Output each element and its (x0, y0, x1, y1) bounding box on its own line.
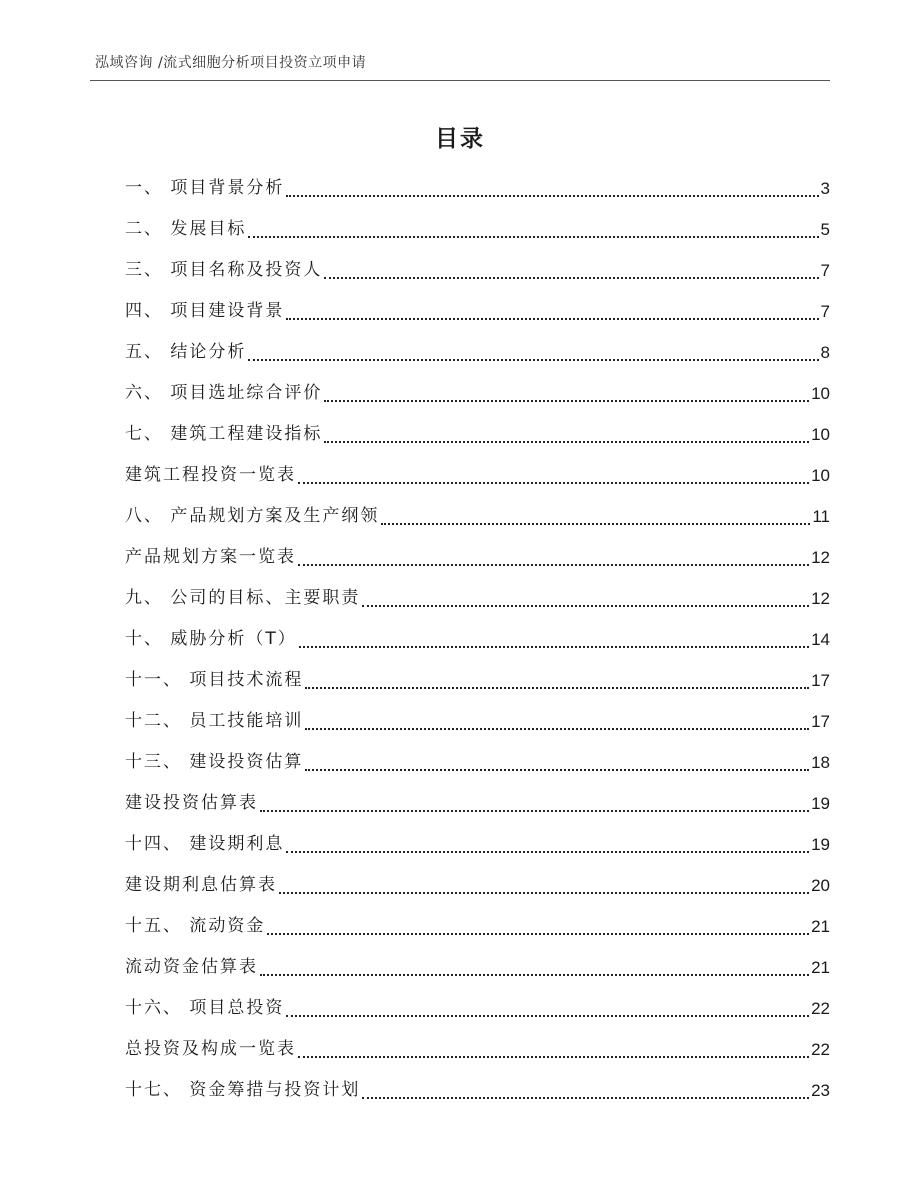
toc-dot-leader (286, 824, 809, 865)
toc-dot-leader (324, 414, 809, 455)
toc-entry-title: 总投资及构成一览表 (125, 1039, 296, 1059)
toc-entry-page: 5 (820, 220, 830, 239)
toc-entry[interactable] (125, 947, 830, 988)
toc-entry-page: 7 (820, 302, 830, 321)
toc-entry-page: 21 (811, 917, 830, 936)
page-title: 目录 (435, 126, 485, 152)
toc-entry-page: 14 (811, 630, 830, 649)
toc-entry-title: 十五、 流动资金 (125, 916, 266, 936)
toc-entry-page: 10 (811, 425, 830, 444)
toc-dot-leader (381, 496, 810, 537)
toc-entry[interactable] (125, 373, 830, 414)
toc-dot-leader (299, 619, 809, 660)
toc-entry-title: 二、 发展目标 (125, 219, 247, 239)
toc-entry-page: 12 (811, 548, 830, 567)
page-header: 泓域咨询 /流式细胞分析项目投资立项申请 (95, 55, 367, 71)
toc-dot-leader (324, 373, 809, 414)
toc-dot-leader (362, 1070, 809, 1111)
toc-entry[interactable] (125, 865, 830, 906)
toc-dot-leader (362, 578, 809, 619)
toc-dot-leader (286, 988, 809, 1029)
toc-entry[interactable] (125, 455, 830, 496)
toc-entry-page: 3 (820, 179, 830, 198)
toc-entry-page: 22 (811, 1040, 830, 1059)
toc-entry-title: 三、 项目名称及投资人 (125, 260, 323, 280)
toc-entry-title: 十六、 项目总投资 (125, 998, 285, 1018)
toc-entry-title: 建筑工程投资一览表 (125, 465, 296, 485)
toc-dot-leader (305, 742, 809, 783)
toc-entry[interactable] (125, 414, 830, 455)
toc-entry[interactable] (125, 906, 830, 947)
toc-entry-page: 10 (811, 384, 830, 403)
toc-entry-title: 六、 项目选址综合评价 (125, 383, 323, 403)
toc-entry[interactable] (125, 1029, 830, 1070)
toc-entry-page: 10 (811, 466, 830, 485)
toc-entry[interactable] (125, 619, 830, 660)
toc-entry-page: 19 (811, 794, 830, 813)
toc-entry-title: 八、 产品规划方案及生产纲领 (125, 506, 380, 526)
toc-entry-title: 九、 公司的目标、主要职责 (125, 588, 361, 608)
toc-dot-leader (248, 209, 818, 250)
toc-entry-title: 十七、 资金筹措与投资计划 (125, 1080, 361, 1100)
toc-dot-leader (279, 865, 809, 906)
toc-dot-leader (298, 455, 809, 496)
toc-entry[interactable] (125, 660, 830, 701)
toc-entry-page: 19 (811, 835, 830, 854)
toc-entry-title: 十一、 项目技术流程 (125, 670, 304, 690)
toc-dot-leader (260, 783, 809, 824)
toc-entry-page: 7 (820, 261, 830, 280)
toc-entry[interactable] (125, 578, 830, 619)
toc-dot-leader (324, 250, 818, 291)
toc-dot-leader (267, 906, 809, 947)
toc-entry[interactable] (125, 291, 830, 332)
table-of-contents (125, 168, 830, 1111)
toc-entry[interactable] (125, 742, 830, 783)
toc-entry[interactable] (125, 701, 830, 742)
toc-entry-page: 8 (820, 343, 830, 362)
toc-entry-title: 流动资金估算表 (125, 957, 258, 977)
toc-dot-leader (305, 660, 809, 701)
toc-entry-page: 22 (811, 999, 830, 1018)
toc-entry-title: 七、 建筑工程建设指标 (125, 424, 323, 444)
toc-entry-page: 12 (811, 589, 830, 608)
toc-entry-title: 一、 项目背景分析 (125, 178, 285, 198)
toc-dot-leader (286, 168, 818, 209)
toc-entry[interactable] (125, 824, 830, 865)
toc-entry-page: 20 (811, 876, 830, 895)
toc-entry-page: 21 (811, 958, 830, 977)
toc-entry-title: 十二、 员工技能培训 (125, 711, 304, 731)
toc-entry-page: 23 (811, 1081, 830, 1100)
toc-entry-page: 18 (811, 753, 830, 772)
toc-entry[interactable] (125, 988, 830, 1029)
toc-entry[interactable] (125, 537, 830, 578)
toc-entry[interactable] (125, 209, 830, 250)
toc-entry[interactable] (125, 168, 830, 209)
toc-entry[interactable] (125, 332, 830, 373)
toc-entry-title: 十、 威胁分析（T） (125, 629, 297, 649)
toc-entry-title: 五、 结论分析 (125, 342, 247, 362)
toc-entry-title: 建设投资估算表 (125, 793, 258, 813)
toc-entry-title: 产品规划方案一览表 (125, 547, 296, 567)
toc-entry-page: 17 (811, 712, 830, 731)
toc-entry-title: 十四、 建设期利息 (125, 834, 285, 854)
toc-dot-leader (286, 291, 818, 332)
toc-entry-title: 建设期利息估算表 (125, 875, 277, 895)
toc-dot-leader (298, 1029, 809, 1070)
toc-entry-page: 11 (812, 507, 830, 526)
toc-entry[interactable] (125, 783, 830, 824)
toc-entry-title: 四、 项目建设背景 (125, 301, 285, 321)
toc-dot-leader (260, 947, 809, 988)
toc-entry[interactable] (125, 496, 830, 537)
toc-entry-title: 十三、 建设投资估算 (125, 752, 304, 772)
toc-entry[interactable] (125, 1070, 830, 1111)
toc-dot-leader (305, 701, 809, 742)
toc-dot-leader (248, 332, 818, 373)
header-divider (90, 80, 830, 81)
toc-dot-leader (298, 537, 809, 578)
toc-entry-page: 17 (811, 671, 830, 690)
toc-entry[interactable] (125, 250, 830, 291)
